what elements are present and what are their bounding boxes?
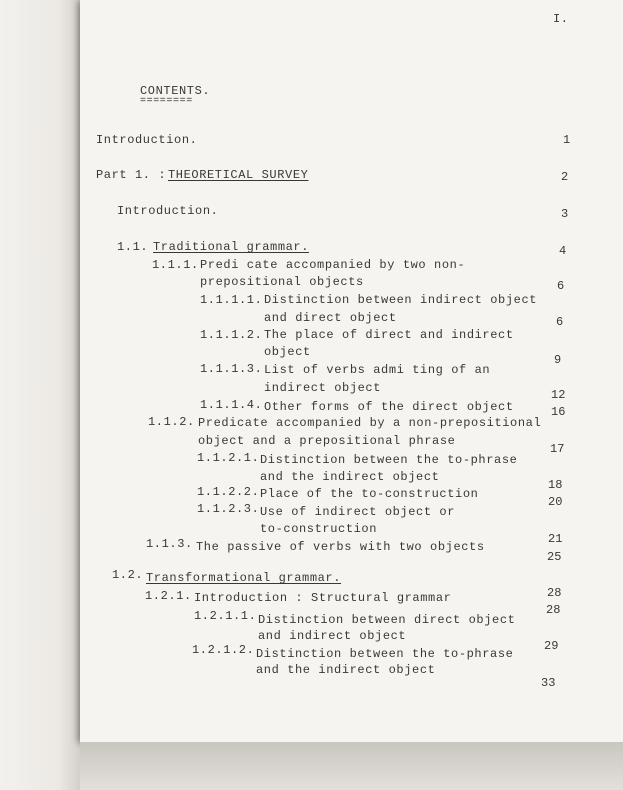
toc-page: 16 (551, 405, 566, 419)
toc-title: Predicate accompanied by a non-prepositional (198, 416, 542, 430)
toc-title: Transformational grammar. (146, 571, 342, 585)
toc-title: Distinction between indirect object (264, 293, 538, 307)
toc-title: Other forms of the direct object (264, 400, 514, 414)
toc-page: 4 (559, 244, 567, 258)
toc-title: List of verbs admi ting of an (264, 363, 491, 377)
toc-number: 1.1.3. (146, 537, 193, 551)
toc-number: 1.1.1.1. (200, 293, 263, 307)
toc-number: 1.1.2.2. (197, 485, 260, 499)
toc-number: 1.1.1. (152, 258, 199, 272)
toc-title: THEORETICAL SURVEY (168, 168, 309, 182)
toc-title: Introduction. (117, 204, 219, 218)
toc-page: 21 (548, 532, 563, 546)
toc-page: 20 (548, 495, 563, 509)
toc-number: 1.1.2.1. (197, 451, 260, 465)
toc-number: 1.1.1.2. (200, 328, 263, 342)
toc-title: Use of indirect object or (260, 505, 456, 519)
toc-page: 1 (563, 133, 571, 147)
toc-number: 1.1.2.3. (197, 502, 260, 516)
toc-title: and the indirect object (260, 470, 440, 484)
toc-title: Place of the to-construction (260, 487, 479, 501)
toc-page: 29 (544, 639, 559, 653)
toc-number: Part 1. : (96, 168, 167, 182)
toc-number: 1.2.1.1. (194, 609, 257, 623)
toc-title: Distinction between the to-phrase (256, 647, 514, 661)
toc-page: 12 (551, 388, 566, 402)
toc-title: The place of direct and indirect (264, 328, 514, 342)
toc-title: Predi cate accompanied by two non- (200, 258, 466, 272)
toc-title: and direct object (264, 311, 397, 325)
toc-number: 1.1. (117, 240, 149, 254)
toc-title: object (264, 345, 311, 359)
toc-page: 25 (547, 550, 562, 564)
toc-page: 2 (561, 170, 569, 184)
toc-page: 18 (548, 478, 563, 492)
toc-number: 1.1.1.3. (200, 362, 263, 376)
toc-title: and indirect object (258, 629, 407, 643)
page-marker: I. (553, 12, 569, 26)
toc-number: 1.1.2. (148, 415, 195, 429)
toc-title: The passive of verbs with two objects (196, 540, 485, 554)
desk-shadow (80, 742, 623, 790)
toc-title: Distinction between direct object (258, 613, 516, 627)
toc-title: object and a prepositional phrase (198, 434, 456, 448)
toc-title: Introduction. (96, 133, 198, 147)
toc-page: 28 (546, 603, 561, 617)
toc-page: 28 (547, 586, 562, 600)
toc-number: 1.1.1.4. (200, 398, 263, 412)
toc-number: 1.2.1.2. (192, 643, 255, 657)
toc-title: Distinction between the to-phrase (260, 453, 518, 467)
toc-number: 1.2.1. (145, 589, 192, 603)
toc-title: Traditional grammar. (153, 240, 310, 254)
toc-page: 9 (554, 353, 562, 367)
toc-page: 6 (557, 279, 565, 293)
toc-page: 6 (556, 315, 564, 329)
toc-page: 3 (561, 207, 569, 221)
toc-page: 17 (550, 442, 565, 456)
contents-heading: CONTENTS. (140, 84, 211, 98)
toc-title: to-construction (260, 522, 378, 536)
contents-heading-rule: ======== (140, 96, 193, 107)
facing-page (0, 0, 84, 790)
toc-page: 33 (541, 676, 556, 690)
toc-title: prepositional objects (200, 275, 364, 289)
toc-title: and the indirect object (256, 663, 436, 677)
toc-title: indirect object (264, 381, 382, 395)
toc-number: 1.2. (112, 568, 144, 582)
toc-title: Introduction : Structural grammar (194, 591, 452, 605)
